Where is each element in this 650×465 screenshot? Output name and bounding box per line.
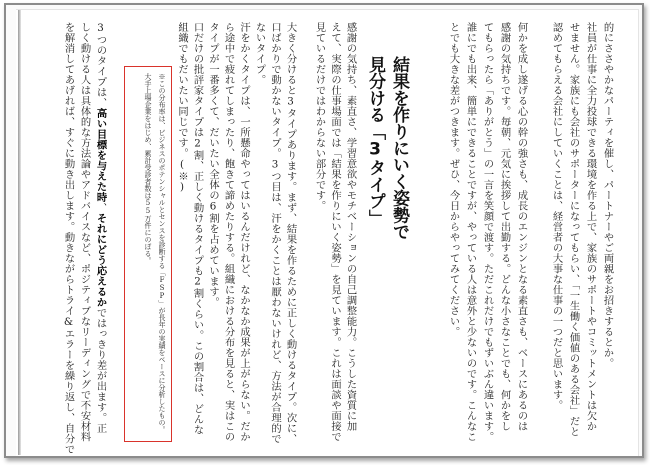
- text-segment: 3つのタイプは、: [94, 22, 107, 108]
- text-column: タイプが一番多くて、だいたい全体の6割を占めています。: [207, 22, 219, 308]
- emphasis-text: 高い目標を与えた時: [94, 107, 107, 203]
- text-column: 口だけの批評家タイプは2割、正しく動けるタイプも2割くらい。この割合は、どんな: [191, 22, 204, 435]
- text-column: を解消してあげれば、すぐに動き出します。動きながらトライ&エラーを繰り返し、自分で: [62, 22, 75, 455]
- text-segment: 、: [94, 202, 107, 213]
- section-heading-line-2: 見分ける「3タイプ」: [365, 56, 385, 227]
- section-heading-line-1: 結果を作りにいく姿勢で: [389, 56, 409, 240]
- page-edge: [18, 10, 21, 455]
- text-column: ら途中で疲れてしまったり、飽きて諦めたりする。組織における分布を見ると、実はこの: [222, 22, 235, 442]
- text-segment: ではっきり差が出ます。正: [94, 307, 107, 434]
- text-column: 組織でもだいたい同じです。(※): [176, 22, 188, 194]
- text-column: 汗をかくタイプは、一所懸命やってはいるんだけれど、なかなか成果が上がらない。だか: [238, 22, 250, 442]
- text-column: 誰にでも出来、簡単にできることですが、やっている人は意外と少ないのです。こんなこ: [464, 22, 477, 442]
- text-column: 何かを成し遂げる心の幹の強さも、成長のエンジンとなる素直さも、ベースにあるのは: [515, 22, 528, 432]
- text-column: 感謝の気持ち、素直さ、学習意欲やモチベーションの自己調整能力。こうした資質に加: [344, 22, 357, 432]
- text-column: 感謝の気持ちです。毎朝、元気に挨拶して出勤する。どんな小さなことでも、何かをし: [498, 22, 511, 432]
- book-page: [16, 9, 639, 456]
- footnote-line: 大手上場企業をはじめ、累計受診者数は55万件にのぼる。: [144, 73, 152, 264]
- text-column: 口ばかりで動かないタイプ。3つ目は、汗をかくことは厭わないけれど、方法が合理的で: [269, 22, 281, 444]
- text-column: しく動ける人は具体的な方法論やアドバイスなど、ポジティブなリーディングで不安材料: [78, 22, 91, 442]
- text-column: [95, 22, 106, 433]
- text-column: せません。家族にも会社のサポーターになってもらい、「一生働く価値のある会社」だと: [567, 22, 580, 437]
- footnote-line: ※この分布率は、ビジネスのポテンシャルとセンスを診断する「FSP」が長年の実績をベースに分析したもの。: [158, 73, 166, 433]
- text-column: ないタイプ。: [253, 22, 266, 85]
- emphasis-text: それにどう応えるか: [94, 212, 107, 308]
- text-column: 見ているだけではわからない部分です。: [313, 22, 326, 211]
- text-column: 大きく分けると3タイプあります。まず、結果を作るために正しく動けるタイプ。次に、: [284, 22, 297, 444]
- text-column: とでも大きな差がつきます。ぜひ、今日からやってみてください。: [447, 22, 460, 337]
- text-column: 社員が仕事に全力投球できる環境を作る上で、家族のサポートやコミットメントは欠か: [584, 22, 597, 432]
- text-column: てもらったら「ありがとう」の一言を笑顔で渡す。ただこれだけでもずいぶん違います。: [481, 22, 494, 442]
- text-column: 的にささやかなパーティを催し、パートナーやご両親をお招きするとか。: [601, 22, 614, 369]
- text-column: えて、実際の仕事場面では「結果を作りにいく姿勢」を見ています。これは面談や面接で: [329, 22, 341, 442]
- text-column: 認めてもらえる会社にしていくことは、経営者の大事な仕事の一つだと思います。: [550, 22, 563, 411]
